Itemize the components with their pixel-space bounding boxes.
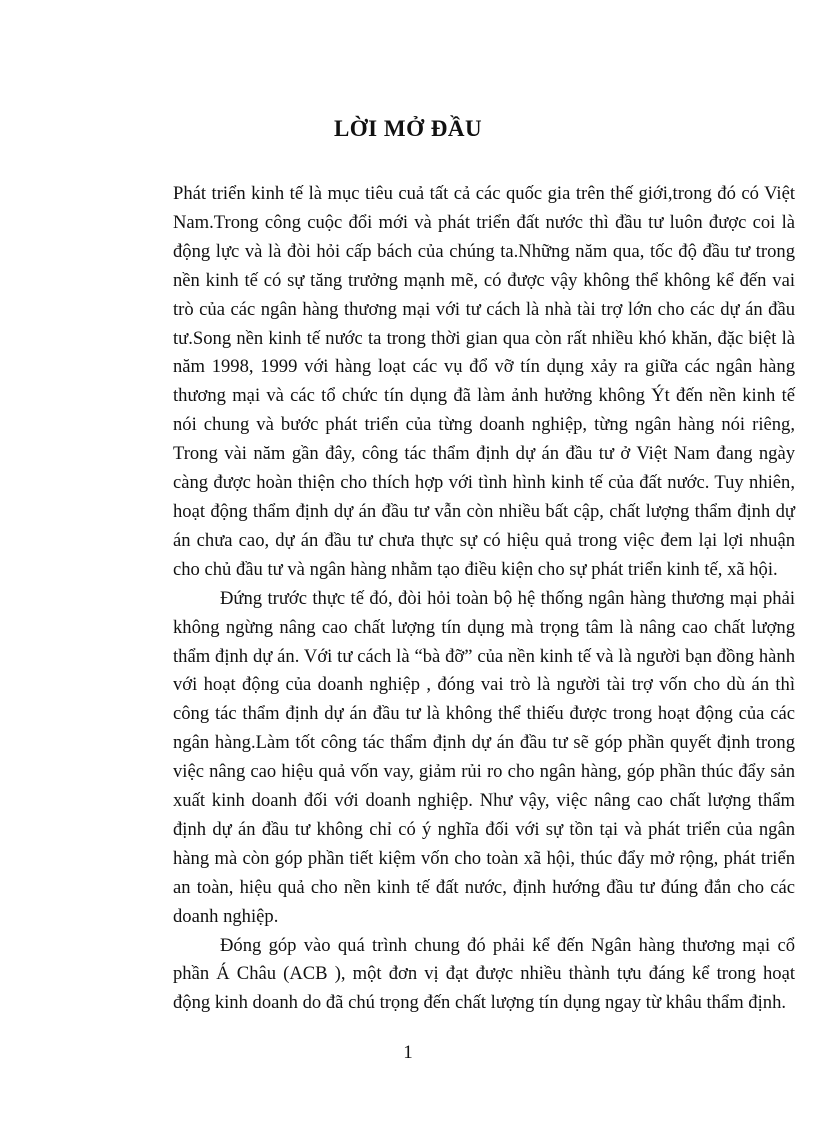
- document-body: [173, 180, 795, 1018]
- page-number: 1: [403, 1042, 413, 1063]
- paragraph-intro: Phát triển kinh tế là mục tiêu cuả tất cả các quốc gia trên thế giới,trong đó có Việt Nam.Trong công cuộc đổi mới và phát triển đất nước thì đầu tư luôn được coi là động lực và là đòi hỏi cấp bách của chúng ta.Những năm qua, tốc độ đầu tư trong nền kinh tế có sự tăng trưởng mạnh mẽ, có được vậy không thể không kể đến vai trò của các ngân hàng thương mại với tư cách là nhà tài trợ lớn cho các dự án đầu tư.Song nền kinh tế nước ta trong thời gian qua còn rất nhiều khó khăn, đặc biệt là năm 1998, 1999 với hàng loạt các vụ đổ vỡ tín dụng xảy ra giữa các ngân hàng thương mại và các tổ chức tín dụng đã làm ảnh hưởng không Ýt đến nền kinh tế nói chung và bước phát triển của từng doanh nghiệp, từng ngân hàng nói riêng, Trong vài năm gần đây, công tác thẩm định dự án đầu tư ở Việt Nam đang ngày càng được hoàn thiện cho thích hợp với tình hình kinh tế của đất nước. Tuy nhiên, hoạt động thẩm định dự án đầu tư vẫn còn nhiều bất cập, chất lượng thẩm định dự án chưa cao, dự án đầu tư chưa thực sự có hiệu quả trong việc đem lại lợi nhuận cho chủ đầu tư và ngân hàng nhằm tạo điều kiện cho sự phát triển kinh tế, xã hội.: [173, 183, 795, 580]
- paragraph-banking-role: Đứng trước thực tế đó, đòi hỏi toàn bộ hệ thống ngân hàng thương mại phải không ngừng nâng cao chất lượng tín dụng mà trọng tâm là nâng cao chất lượng thẩm định dự án. Với tư cách là “bà đỡ” của nền kinh tế và là người bạn đồng hành với hoạt động của doanh nghiệp , đóng vai trò là người tài trợ vốn cho dù án thì công tác thẩm định dự án đầu tư là không thể thiếu được trong hoạt động của các ngân hàng.Làm tốt công tác thẩm định dự án đầu tư sẽ góp phần quyết định trong việc nâng cao hiệu quả vốn vay, giảm rủi ro cho ngân hàng, góp phần thúc đẩy sản xuất kinh doanh đối với doanh nghiệp. Như vậy, việc nâng cao chất lượng thẩm định dự án đầu tư không chỉ có ý nghĩa đối với sự tồn tại và phát triển của ngân hàng mà còn góp phần tiết kiệm vốn cho toàn xã hội, thúc đẩy mở rộng, phát triển an toàn, hiệu quả cho nền kinh tế đất nước, định hướng đầu tư đúng đắn cho các doanh nghiệp.: [173, 587, 795, 927]
- paragraph-acb: Đóng góp vào quá trình chung đó phải kể đến Ngân hàng thương mại cổ phần Á Châu (ACB ), một đơn vị đạt được nhiều thành tựu đáng kể trong hoạt động kinh doanh do đã chú trọng đến chất lượng tín dụng ngay từ khâu thẩm định.: [173, 934, 795, 1014]
- document-title: LỜI MỞ ĐẦU: [333, 116, 483, 141]
